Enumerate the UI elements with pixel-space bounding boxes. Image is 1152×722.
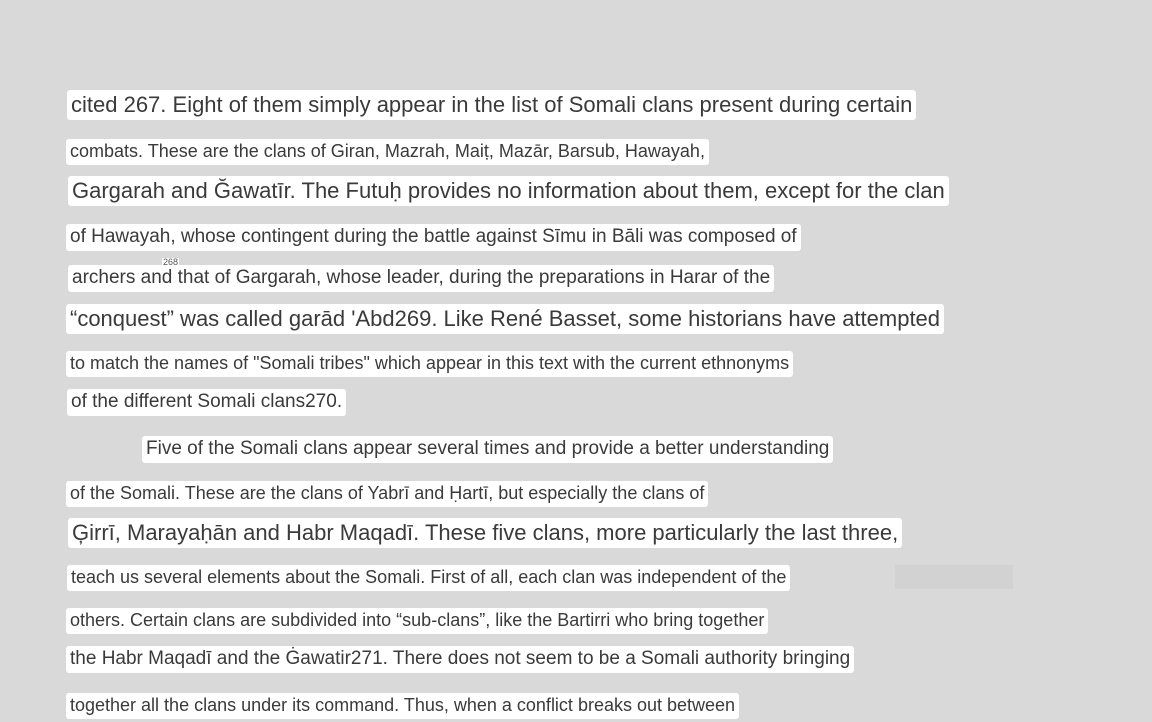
text-line-3: Gargarah and Ğawatīr. The Futuḥ provides no information about them, except for the clan xyxy=(68,176,949,206)
text-line-12: teach us several elements about the Somali. First of all, each clan was independent of the xyxy=(67,565,790,591)
text-line-14: the Habr Maqadī and the Ġawatir271. There does not seem to be a Somali authority bringing xyxy=(66,646,854,673)
text-line-9-paragraph-start: Five of the Somali clans appear several times and provide a better understanding xyxy=(142,436,833,463)
footnote-marker: 268 xyxy=(163,257,179,267)
text-line-8: of the different Somali clans270. xyxy=(67,389,346,416)
text-line-13: others. Certain clans are subdivided into “sub-clans”, like the Bartirri who bring together xyxy=(66,608,768,634)
scan-smudge xyxy=(895,565,1013,589)
text-line-10: of the Somali. These are the clans of Yabrī and Ḥartī, but especially the clans of xyxy=(66,481,708,507)
text-line-15: together all the clans under its command. Thus, when a conflict breaks out between xyxy=(66,693,739,719)
text-line-11: Ģirrī, Marayaḥān and Habr Maqadī. These five clans, more particularly the last three, xyxy=(68,518,902,548)
text-line-6: “conquest” was called garād 'Abd269. Like René Basset, some historians have attempted xyxy=(66,304,944,334)
text-line-7: to match the names of "Somali tribes" which appear in this text with the current ethnonyms xyxy=(66,351,793,377)
text-line-4: of Hawayah, whose contingent during the battle against Sīmu in Bāli was composed of xyxy=(66,224,801,251)
text-line-2: combats. These are the clans of Giran, Mazrah, Maiṭ, Mazār, Barsub, Hawayah, xyxy=(66,139,709,165)
text-line-1: cited 267. Eight of them simply appear in the list of Somali clans present during certain xyxy=(67,90,916,120)
text-line-5: archers and that of Gargarah, whose leader, during the preparations in Harar of the xyxy=(68,265,774,292)
